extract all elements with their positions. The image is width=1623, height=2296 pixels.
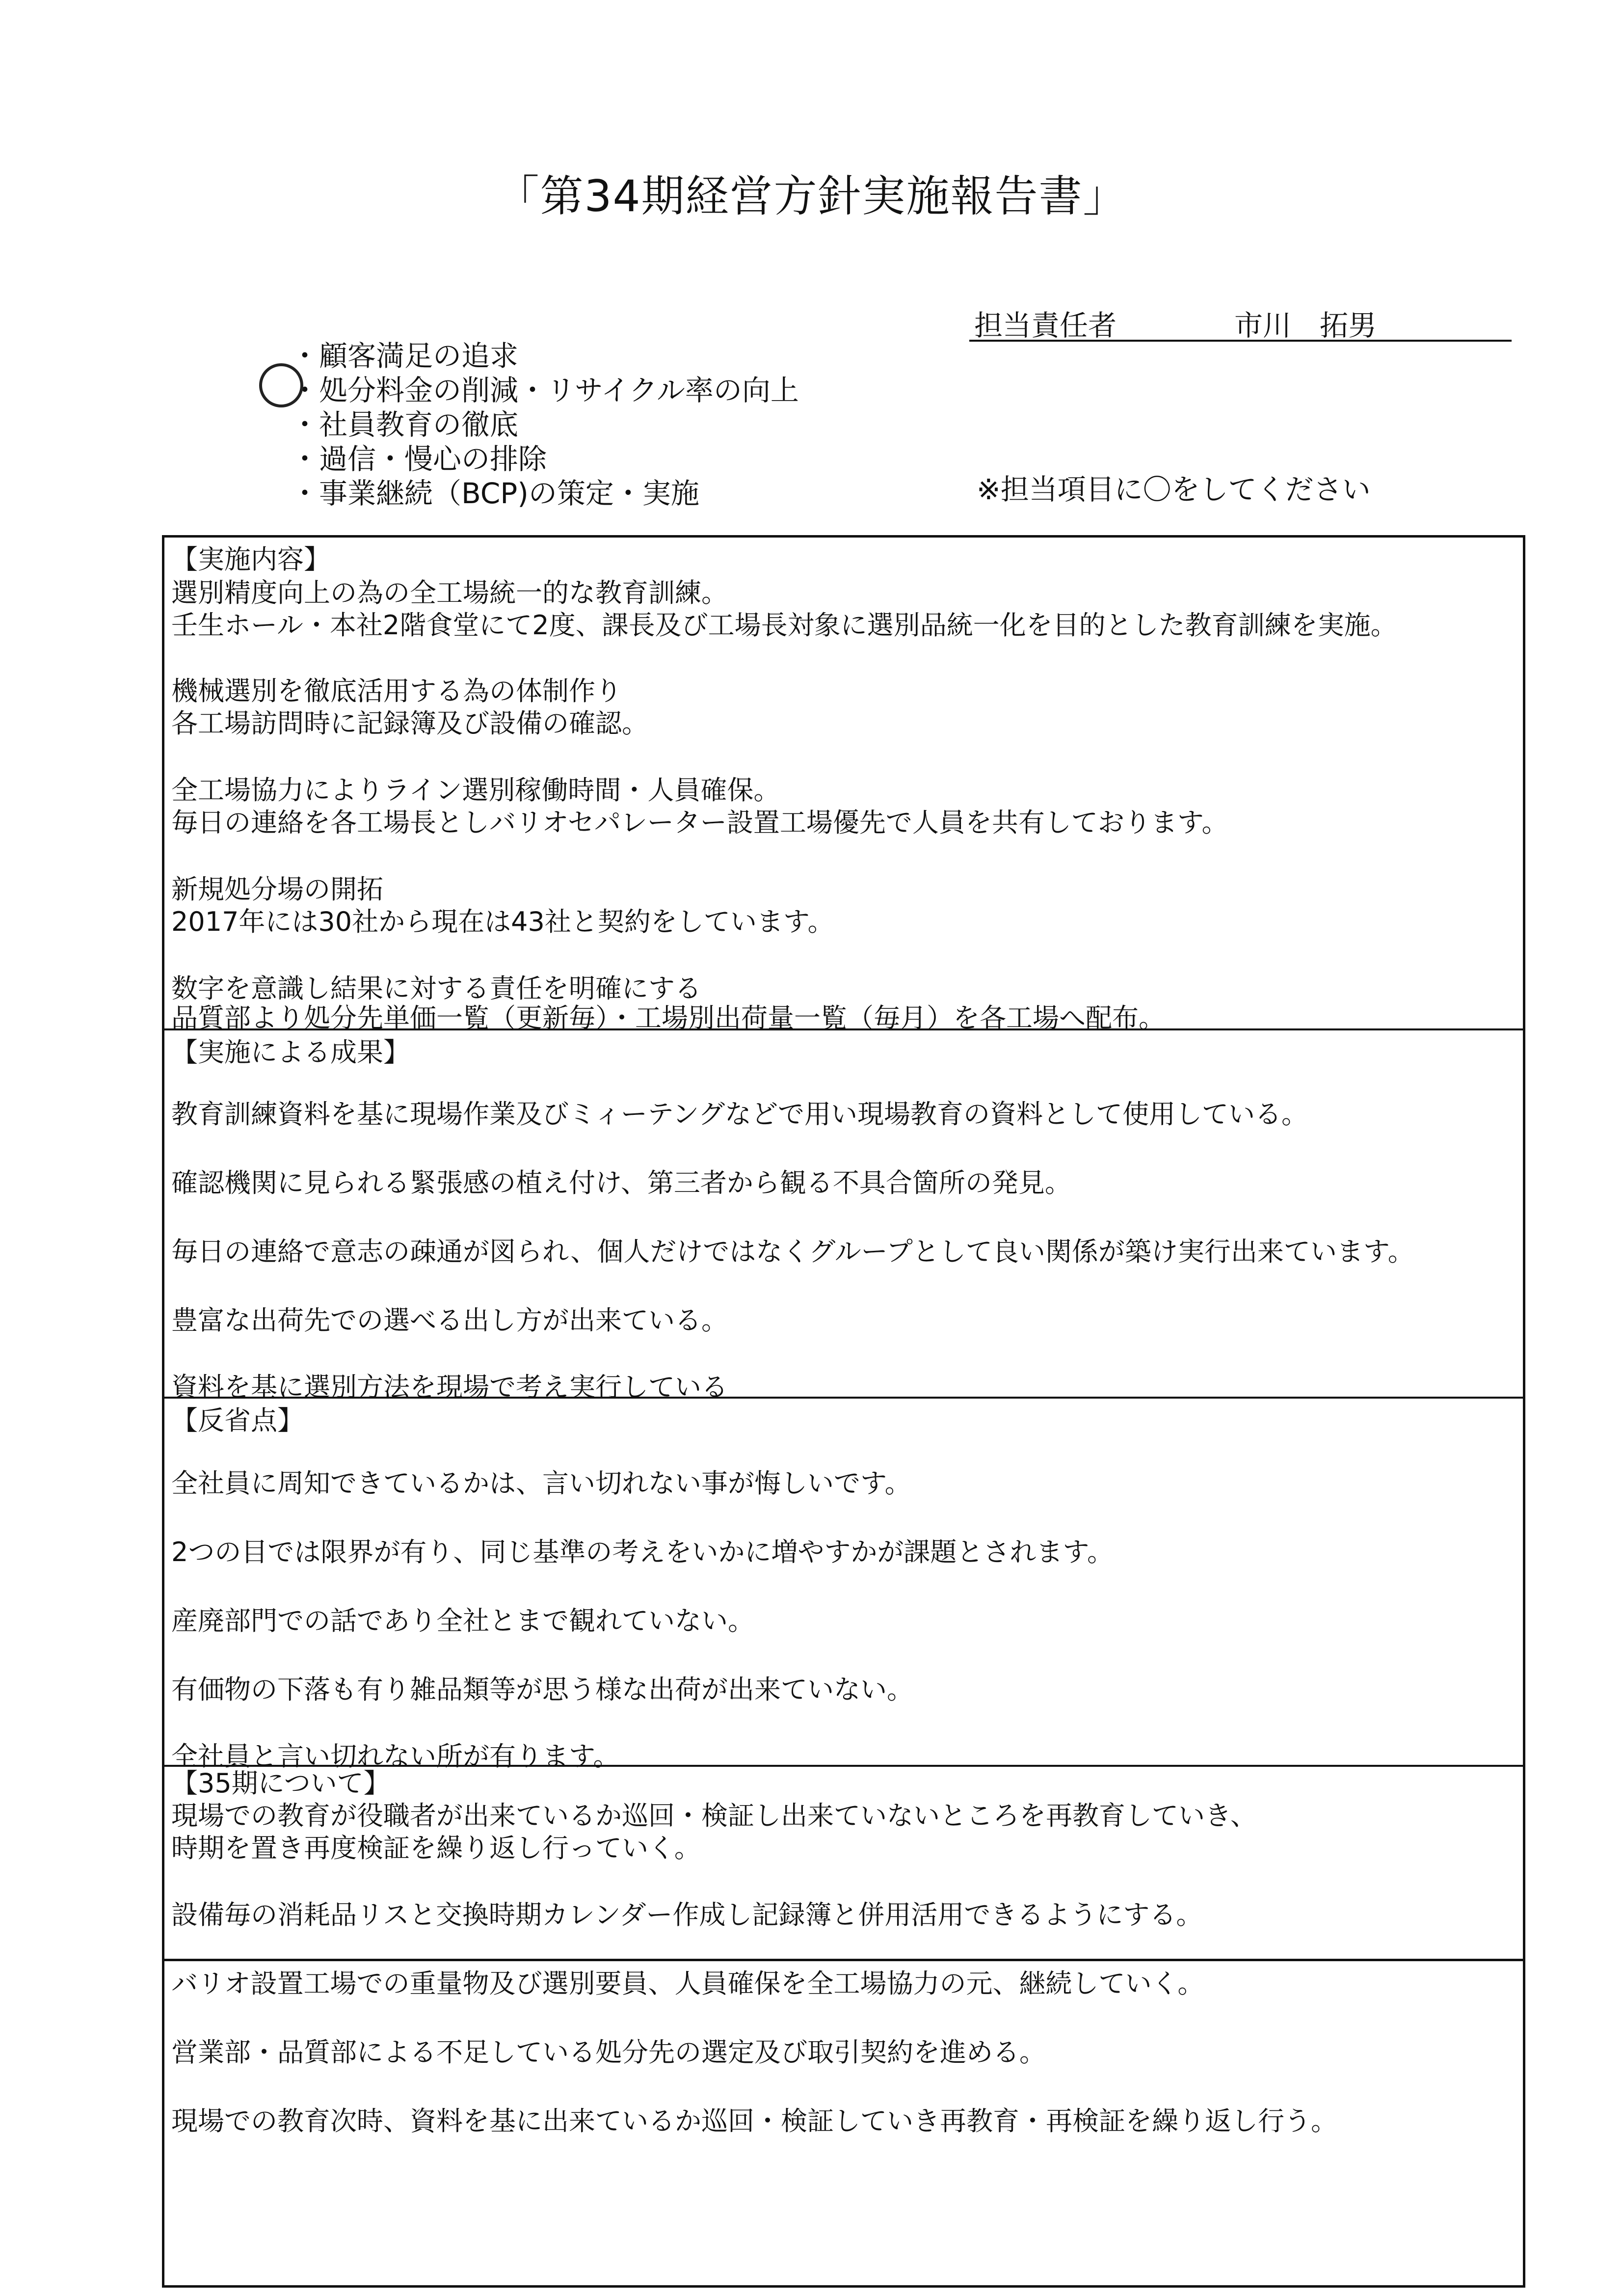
text-line: 有価物の下落も有り雑品類等が思う様な出荷が出来ていない。 <box>171 1674 913 1705</box>
section-implementation <box>164 538 1523 1033</box>
goal-list <box>291 339 799 511</box>
goal-item: ・処分料金の削減・リサイクル率の向上 <box>291 374 799 407</box>
goal-item: ・社員教育の徹底 <box>291 408 519 441</box>
text-line: 全社員に周知できているかは、言い切れない事が悔しいです。 <box>171 1468 911 1499</box>
section-next-term-body <box>162 1762 1525 2288</box>
section-heading: 【反省点】 <box>171 1405 304 1436</box>
text-line: 時期を置き再度検証を繰り返し行っていく。 <box>171 1833 701 1864</box>
text-line: 現場での教育次時、資料を基に出来ているか巡回・検証していき再教育・再検証を繰り返し行う。 <box>171 2106 1337 2136</box>
text-line: 毎日の連絡を各工場長としバリオセパレーター設置工場優先で人員を共有しております。 <box>171 807 1228 838</box>
section-reflection <box>164 1397 1523 1772</box>
text-line: 現場での教育が役職者が出来ているか巡回・検証し出来ていないところを再教育していき、 <box>171 1800 1257 1831</box>
responsible-person <box>969 298 1512 342</box>
text-line: 設備毎の消耗品リスと交換時期カレンダー作成し記録簿と併用活用できるようにする。 <box>171 1899 1203 1930</box>
goal-item: ・過信・慢心の排除 <box>291 442 547 476</box>
goal-item: ・事業継続（BCP)の策定・実施 <box>291 477 699 510</box>
text-line: 壬生ホール・本社2階食堂にて2度、課長及び工場長対象に選別品統一化を目的とした教育訓練を実施。 <box>171 610 1397 641</box>
text-line: 全社員と言い切れない所が有ります。 <box>171 1741 620 1772</box>
section-results <box>164 1028 1523 1403</box>
text-line: 確認機関に見られる緊張感の植え付け、第三者から観る不具合箇所の発見。 <box>171 1167 1071 1198</box>
text-line: 機械選別を徹底活用する為の体制作り <box>171 675 622 706</box>
responsible-name: 市川 拓男 <box>1234 309 1377 342</box>
text-line: 新規処分場の開拓 <box>171 874 383 905</box>
section-heading: 【実施による成果】 <box>171 1037 410 1068</box>
section-heading: 【実施内容】 <box>171 544 330 575</box>
text-line: 品質部より処分先単価一覧（更新毎）・工場別出荷量一覧（毎月）を各工場へ配布。 <box>171 1002 1165 1033</box>
text-line: 2つの目では限界が有り、同じ基準の考えをいかに増やすかが課題とされます。 <box>171 1537 1114 1567</box>
goal-item: ・顧客満足の追求 <box>291 339 519 373</box>
text-line: 全工場協力によりライン選別稼働時間・人員確保。 <box>171 775 780 806</box>
report-title: 「第34期経営方針実施報告書」 <box>496 171 1127 221</box>
selected-circle-mark <box>259 363 303 407</box>
responsible-label: 担当責任者 <box>974 309 1117 342</box>
text-line: 2017年には30社から現在は43社と契約をしています。 <box>171 906 834 937</box>
section-heading: 【35期について】 <box>171 1768 390 1799</box>
text-line: 数字を意識し結果に対する責任を明確にする <box>171 973 701 1004</box>
report-box <box>162 535 1525 1961</box>
text-line: 毎日の連絡で意志の疎通が図られ、個人だけではなくグループとして良い関係が築け実行出来ています。 <box>171 1236 1414 1267</box>
text-line: 各工場訪問時に記録簿及び設備の確認。 <box>171 708 648 739</box>
text-line: 教育訓練資料を基に現場作業及びミィーテングなどで用い現場教育の資料として使用している。 <box>171 1099 1308 1130</box>
text-line: 選別精度向上の為の全工場統一的な教育訓練。 <box>171 577 728 608</box>
instruction-note: ※担当項目に〇をしてください <box>977 473 1371 506</box>
text-line: 資料を基に選別方法を現場で考え実行している <box>171 1372 728 1403</box>
text-line: 豊富な出荷先での選べる出し方が出来ている。 <box>171 1305 728 1336</box>
text-line: 営業部・品質部による不足している処分先の選定及び取引契約を進める。 <box>171 2037 1046 2068</box>
text-line: バリオ設置工場での重量物及び選別要員、人員確保を全工場協力の元、継続していく。 <box>171 1968 1204 1999</box>
text-line: 産廃部門での話であり全社とまで観れていない。 <box>171 1605 754 1636</box>
